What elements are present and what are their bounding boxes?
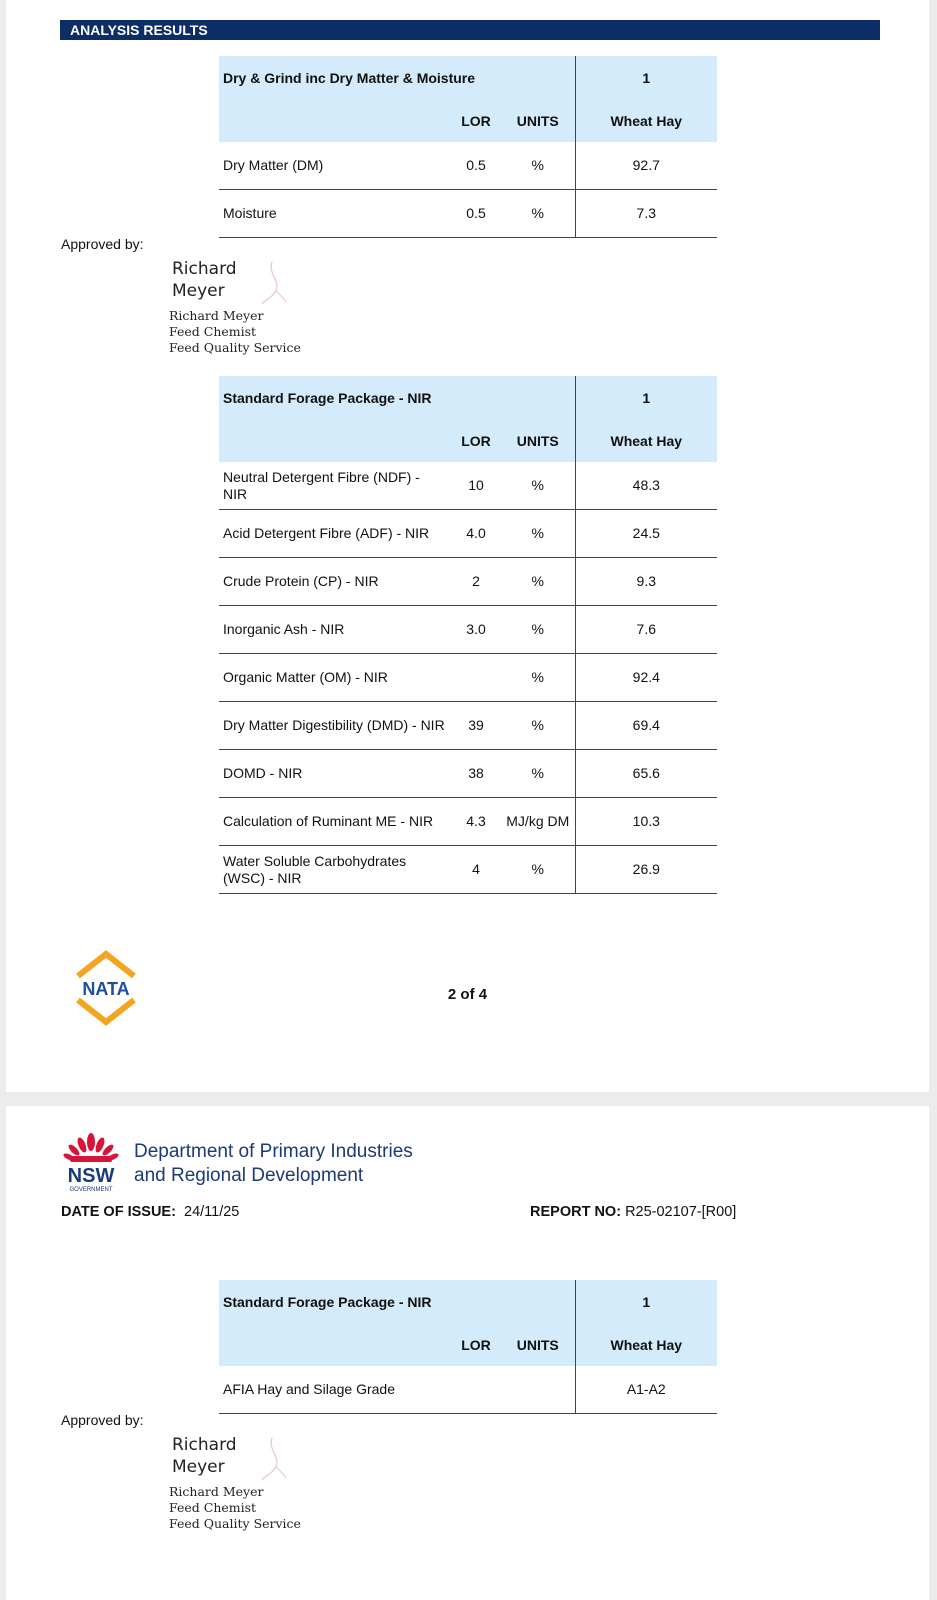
report-label: REPORT NO: [530,1204,622,1220]
result-value: 26.9 [575,846,717,894]
package-title: Standard Forage Package - NIR [219,376,575,420]
signature-block [166,258,306,358]
approver-service: Feed Quality Service [169,1516,301,1531]
table-row [219,190,717,238]
page-number: 2 of 4 [447,986,488,1003]
sample-number: 1 [575,56,717,100]
date-value: 24/11/25 [184,1204,240,1220]
approver-service: Feed Quality Service [169,340,301,355]
nata-logo-text: NATA [82,979,130,999]
nsw-government-logo-icon [60,1132,122,1194]
lor-value: 0.5 [451,190,501,238]
table-row [219,510,717,558]
result-value: 69.4 [575,702,717,750]
signature-block [166,1434,306,1534]
analyte-name: Calculation of Ruminant ME - NIR [219,798,451,846]
sample-header: Wheat Hay [575,1324,717,1366]
units-value: % [501,654,575,702]
analyte-name: Acid Detergent Fibre (ADF) - NIR [219,510,451,558]
units-value: % [501,558,575,606]
sample-header: Wheat Hay [575,100,717,142]
units-header: UNITS [501,100,575,142]
table-row [219,1366,717,1414]
units-value: % [501,606,575,654]
table-row [219,462,717,510]
approver-title: Feed Chemist [169,324,257,339]
analyte-name: Dry Matter Digestibility (DMD) - NIR [219,702,451,750]
result-value: 7.6 [575,606,717,654]
table-row [219,654,717,702]
units-value: MJ/kg DM [501,798,575,846]
table-row [219,846,717,894]
approved-by-label: Approved by: [61,236,144,252]
report-page-3 [6,1106,929,1600]
units-value: % [501,702,575,750]
table-row [219,142,717,190]
lor-header: LOR [451,420,501,462]
lor-value: 10 [451,462,501,510]
units-value: % [501,462,575,510]
lor-value: 4.3 [451,798,501,846]
section-title: ANALYSIS RESULTS [60,20,880,40]
table-row [219,606,717,654]
nsw-logo-text: NSW [67,1165,115,1187]
analyte-name: Organic Matter (OM) - NIR [219,654,451,702]
lor-value [451,654,501,702]
lor-header: LOR [451,100,501,142]
signature-stroke-icon [258,260,288,306]
lor-value: 38 [451,750,501,798]
lor-value: 3.0 [451,606,501,654]
units-header: UNITS [501,420,575,462]
result-value: 92.7 [575,142,717,190]
date-of-issue [61,1204,239,1220]
analyte-name: Inorganic Ash - NIR [219,606,451,654]
analyte-name: Moisture [219,190,451,238]
report-value: R25-02107-[R00] [625,1204,737,1220]
analyte-name: AFIA Hay and Silage Grade [219,1366,575,1414]
signature-stroke-icon [258,1436,288,1482]
date-label: DATE OF ISSUE: [61,1204,176,1220]
lor-value: 2 [451,558,501,606]
table-row [219,798,717,846]
approver-name: Richard Meyer [169,1484,264,1499]
approver-title: Feed Chemist [169,1500,257,1515]
sample-number: 1 [575,376,717,420]
package-title: Dry & Grind inc Dry Matter & Moisture [219,56,575,100]
result-value: 48.3 [575,462,717,510]
lor-value: 4.0 [451,510,501,558]
approved-by-label: Approved by: [61,1412,144,1428]
analyte-name: Dry Matter (DM) [219,142,451,190]
lor-header: LOR [451,1324,501,1366]
hay-grade-table [219,1280,717,1414]
result-value: 24.5 [575,510,717,558]
result-value: A1-A2 [575,1366,717,1414]
units-value: % [501,142,575,190]
sample-header: Wheat Hay [575,420,717,462]
units-value: % [501,846,575,894]
lor-value: 39 [451,702,501,750]
result-value: 92.4 [575,654,717,702]
approver-name: Richard Meyer [169,308,264,323]
result-value: 7.3 [575,190,717,238]
analyte-name: Crude Protein (CP) - NIR [219,558,451,606]
department-name: Department of Primary Industries and Regional Development [134,1141,413,1186]
analyte-name: DOMD - NIR [219,750,451,798]
report-number [530,1204,736,1220]
result-value: 9.3 [575,558,717,606]
report-page-2 [6,0,929,1092]
lor-value: 4 [451,846,501,894]
sample-number: 1 [575,1280,717,1324]
units-value: % [501,750,575,798]
units-value: % [501,510,575,558]
lor-value: 0.5 [451,142,501,190]
handwritten-signature: Richard Meyer [172,1435,237,1477]
table-row [219,558,717,606]
table-row [219,702,717,750]
forage-package-table [219,376,717,894]
units-value: % [501,190,575,238]
table-row [219,750,717,798]
units-header: UNITS [501,1324,575,1366]
result-value: 10.3 [575,798,717,846]
package-title: Standard Forage Package - NIR [219,1280,575,1324]
result-value: 65.6 [575,750,717,798]
analyte-name: Neutral Detergent Fibre (NDF) - NIR [219,462,451,510]
handwritten-signature: Richard Meyer [172,259,237,301]
analyte-name: Water Soluble Carbohydrates (WSC) - NIR [219,846,451,894]
dry-grind-table [219,56,717,238]
nsw-logo-subtext: GOVERNMENT [69,1187,113,1193]
